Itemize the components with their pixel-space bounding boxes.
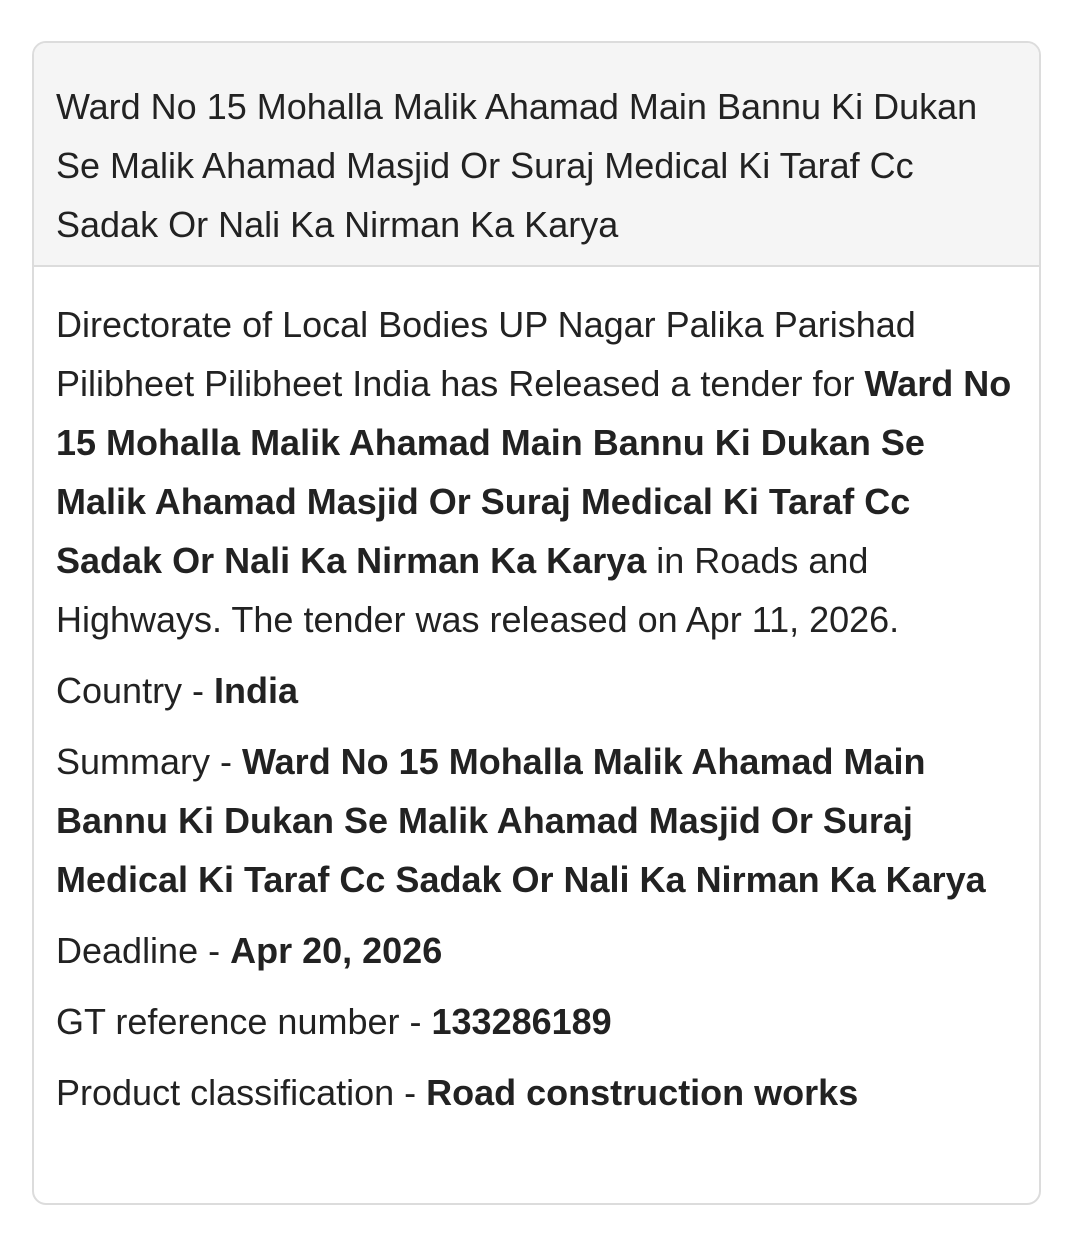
country-row (56, 661, 1017, 720)
deadline-value: Apr 20, 2026 (230, 930, 443, 971)
classification-row (56, 1063, 1017, 1122)
tender-card-body (34, 267, 1039, 1122)
reference-label: GT reference number - (56, 1001, 432, 1042)
description-tender-name: Ward No 15 Mohalla Malik Ahamad Main Bannu Ki Dukan Se Malik Ahamad Masjid Or Suraj Medical Ki Taraf Cc Sadak Or Nali Ka Nirman Ka Karya (56, 363, 1012, 581)
reference-row (56, 992, 1017, 1051)
classification-label: Product classification - (56, 1072, 427, 1113)
tender-description (56, 295, 1017, 649)
tender-title: Ward No 15 Mohalla Malik Ahamad Main Bannu Ki Dukan Se Malik Ahamad Masjid Or Suraj Medical Ki Taraf Cc Sadak Or Nali Ka Nirman Ka Karya (56, 86, 978, 245)
summary-label: Summary - (56, 741, 243, 782)
deadline-row (56, 921, 1017, 980)
country-label: Country - (56, 670, 215, 711)
deadline-label: Deadline - (56, 930, 231, 971)
description-tail: in Roads and Highways. The tender was released on Apr 11, 2026. (56, 540, 900, 640)
tender-title-header (34, 43, 1039, 267)
description-lead: Directorate of Local Bodies UP Nagar Palika Parishad Pilibheet Pilibheet India has Released a tender for (56, 304, 916, 404)
reference-value: 133286189 (431, 1001, 612, 1042)
summary-row (56, 732, 1017, 909)
country-value: India (214, 670, 299, 711)
classification-value: Road construction works (426, 1072, 859, 1113)
tender-card (32, 41, 1041, 1205)
summary-value: Ward No 15 Mohalla Malik Ahamad Main Bannu Ki Dukan Se Malik Ahamad Masjid Or Suraj Medical Ki Taraf Cc Sadak Or Nali Ka Nirman Ka Karya (56, 741, 986, 900)
